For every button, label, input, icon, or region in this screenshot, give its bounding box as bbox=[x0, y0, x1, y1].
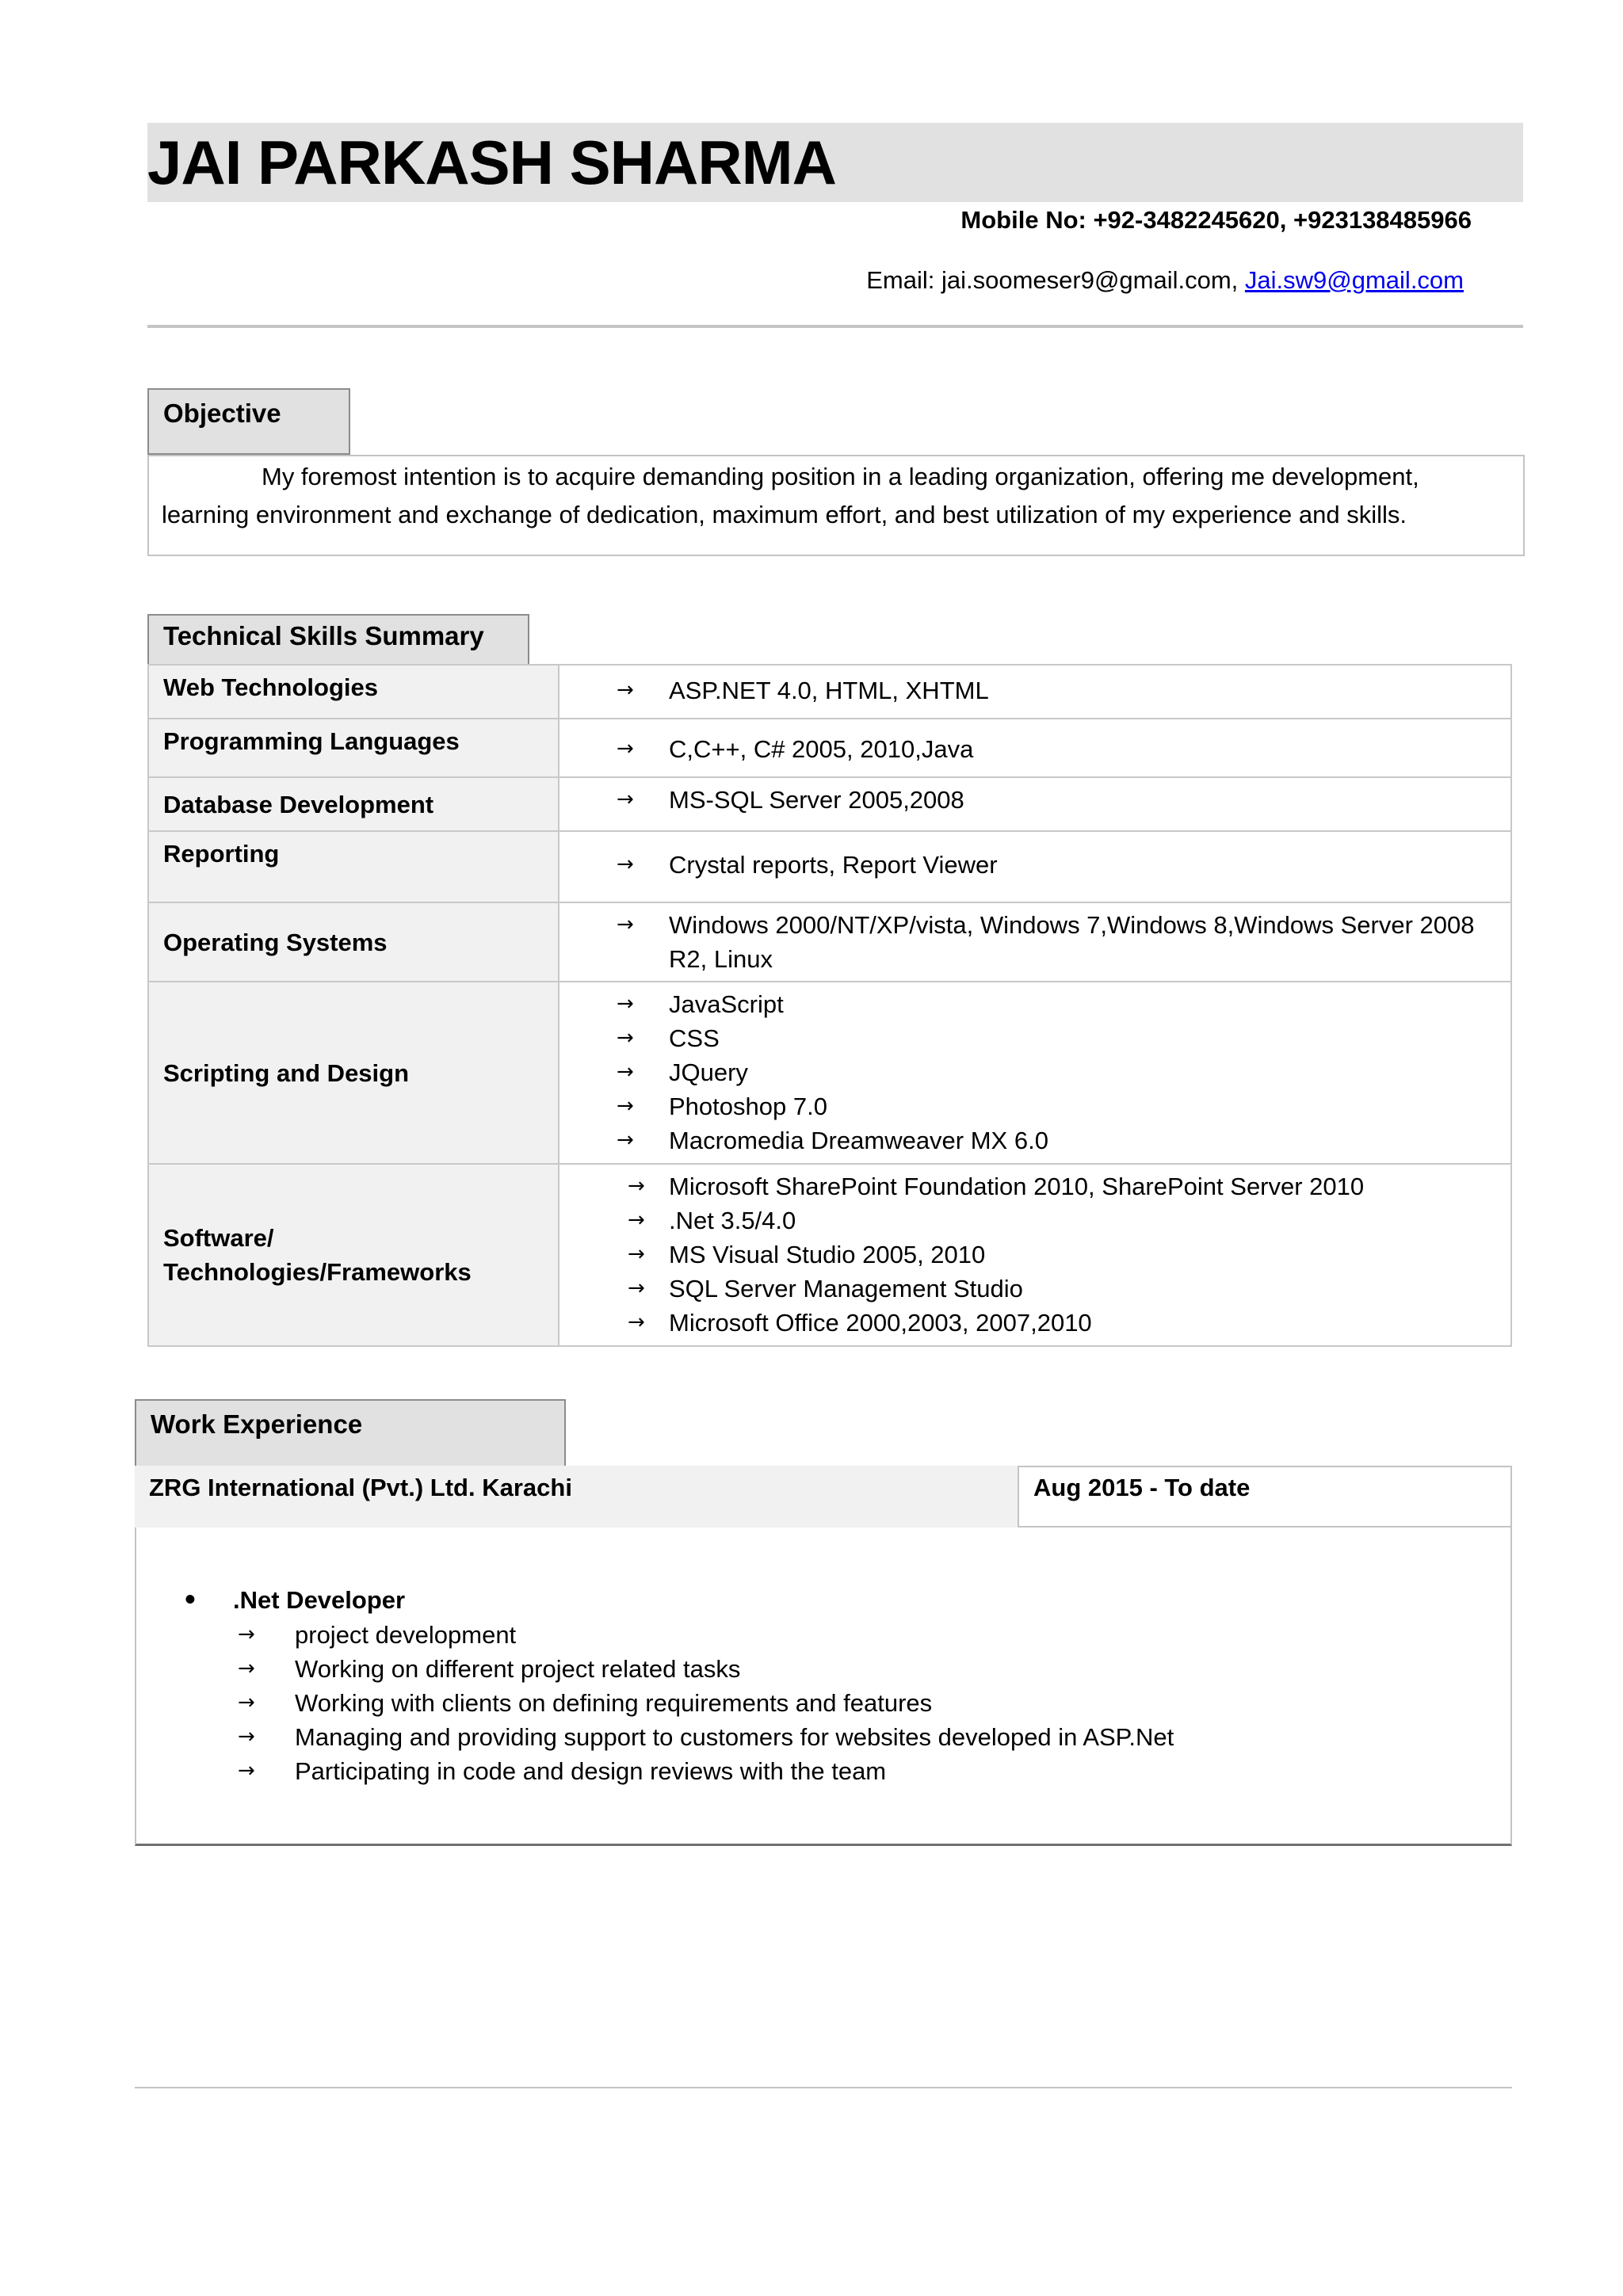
arrow-icon: → bbox=[617, 1128, 634, 1152]
arrow-icon: → bbox=[238, 1657, 255, 1680]
skill-label: Programming Languages bbox=[148, 719, 559, 777]
skill-label: Web Technologies bbox=[148, 665, 559, 719]
arrow-icon: → bbox=[617, 788, 634, 811]
email-link[interactable]: Jai.sw9@gmail.com bbox=[1244, 266, 1464, 294]
email-text: Email: jai.soomeser9@gmail.com, bbox=[866, 266, 1245, 294]
arrow-icon: → bbox=[628, 1208, 645, 1232]
arrow-icon: → bbox=[238, 1691, 255, 1714]
skill-values bbox=[559, 719, 1511, 777]
objective-heading: Objective bbox=[147, 388, 350, 455]
skill-item: → ASP.NET 4.0, HTML, XHTML bbox=[617, 670, 1496, 707]
skill-label: Reporting bbox=[148, 831, 559, 902]
work-heading: Work Experience bbox=[135, 1399, 566, 1467]
skill-item: → Windows 2000/NT/XP/vista, Windows 7,Windows 8,Windows Server 2008 R2, Linux bbox=[617, 908, 1496, 976]
skill-item: → Microsoft SharePoint Foundation 2010, SharePoint Server 2010 bbox=[628, 1169, 1496, 1203]
list-item: → Working with clients on defining requirements and features bbox=[238, 1686, 1174, 1720]
email-line bbox=[866, 265, 1464, 296]
skill-row bbox=[148, 1164, 1511, 1346]
role-text: .Net Developer bbox=[233, 1586, 406, 1614]
skill-label: Scripting and Design bbox=[148, 982, 559, 1164]
arrow-icon: → bbox=[617, 992, 634, 1016]
skill-row bbox=[148, 719, 1511, 777]
arrow-icon: → bbox=[617, 913, 634, 936]
arrow-icon: → bbox=[238, 1725, 255, 1749]
arrow-icon: → bbox=[617, 1060, 634, 1084]
skill-item: → MS Visual Studio 2005, 2010 bbox=[628, 1238, 1496, 1272]
arrow-icon: → bbox=[617, 1094, 634, 1118]
arrow-icon: → bbox=[628, 1242, 645, 1266]
arrow-icon: → bbox=[628, 1276, 645, 1300]
list-item: → Participating in code and design reviews with the team bbox=[238, 1754, 1174, 1788]
arrow-icon: → bbox=[238, 1623, 255, 1646]
arrow-icon: → bbox=[238, 1759, 255, 1783]
skill-item: → MS-SQL Server 2005,2008 bbox=[617, 783, 1496, 817]
arrow-icon: → bbox=[628, 1174, 645, 1198]
arrow-icon: → bbox=[617, 852, 634, 876]
skill-values bbox=[559, 665, 1511, 719]
work-dates: Aug 2015 - To date bbox=[1033, 1474, 1251, 1501]
skill-row bbox=[148, 831, 1511, 902]
arrow-icon: → bbox=[617, 678, 634, 702]
duties-list bbox=[238, 1618, 1174, 1788]
mobile-numbers: Mobile No: +92-3482245620, +923138485966 bbox=[960, 206, 1472, 234]
role-title bbox=[182, 1583, 405, 1618]
company-name: ZRG International (Pvt.) Ltd. Karachi bbox=[135, 1466, 1019, 1527]
skill-item: → JQuery bbox=[617, 1055, 1496, 1089]
skill-row bbox=[148, 777, 1511, 831]
bullet-icon: • bbox=[182, 1586, 198, 1615]
skill-values bbox=[559, 831, 1511, 902]
list-item: → Working on different project related tasks bbox=[238, 1652, 1174, 1686]
arrow-icon: → bbox=[617, 1026, 634, 1050]
objective-text bbox=[162, 458, 1509, 534]
skill-item: → Macromedia Dreamweaver MX 6.0 bbox=[617, 1123, 1496, 1158]
skill-values bbox=[559, 1164, 1511, 1346]
skill-row bbox=[148, 982, 1511, 1164]
skills-heading: Technical Skills Summary bbox=[147, 614, 529, 666]
header-divider bbox=[147, 325, 1523, 328]
skill-item: → JavaScript bbox=[617, 987, 1496, 1021]
skill-item: → .Net 3.5/4.0 bbox=[628, 1203, 1496, 1238]
skill-label: Operating Systems bbox=[148, 902, 559, 982]
skill-values bbox=[559, 777, 1511, 831]
skill-item: → SQL Server Management Studio bbox=[628, 1272, 1496, 1306]
skill-row bbox=[148, 902, 1511, 982]
skill-item: → Crystal reports, Report Viewer bbox=[617, 837, 1496, 882]
arrow-icon: → bbox=[628, 1310, 645, 1334]
skill-item: → C,C++, C# 2005, 2010,Java bbox=[617, 724, 1496, 766]
skill-label: Database Development bbox=[148, 777, 559, 831]
skill-label: Software/ Technologies/Frameworks bbox=[148, 1164, 559, 1346]
skill-values bbox=[559, 982, 1511, 1164]
skills-table bbox=[147, 664, 1512, 1347]
list-item: → project development bbox=[238, 1618, 1174, 1652]
skill-row bbox=[148, 665, 1511, 719]
arrow-icon: → bbox=[617, 737, 634, 761]
candidate-name: JAI PARKASH SHARMA bbox=[147, 128, 836, 197]
footer-divider bbox=[135, 2087, 1512, 2088]
skill-item: → CSS bbox=[617, 1021, 1496, 1055]
objective-paragraph: My foremost intention is to acquire demanding position in a leading organization, offering me development, learning environment and exchange of dedication, maximum effort, and best utilization of my experience and skills. bbox=[162, 463, 1419, 528]
skill-item: → Photoshop 7.0 bbox=[617, 1089, 1496, 1123]
list-item: → Managing and providing support to customers for websites developed in ASP.Net bbox=[238, 1720, 1174, 1754]
skill-values bbox=[559, 902, 1511, 982]
skill-item: → Microsoft Office 2000,2003, 2007,2010 bbox=[628, 1306, 1496, 1340]
